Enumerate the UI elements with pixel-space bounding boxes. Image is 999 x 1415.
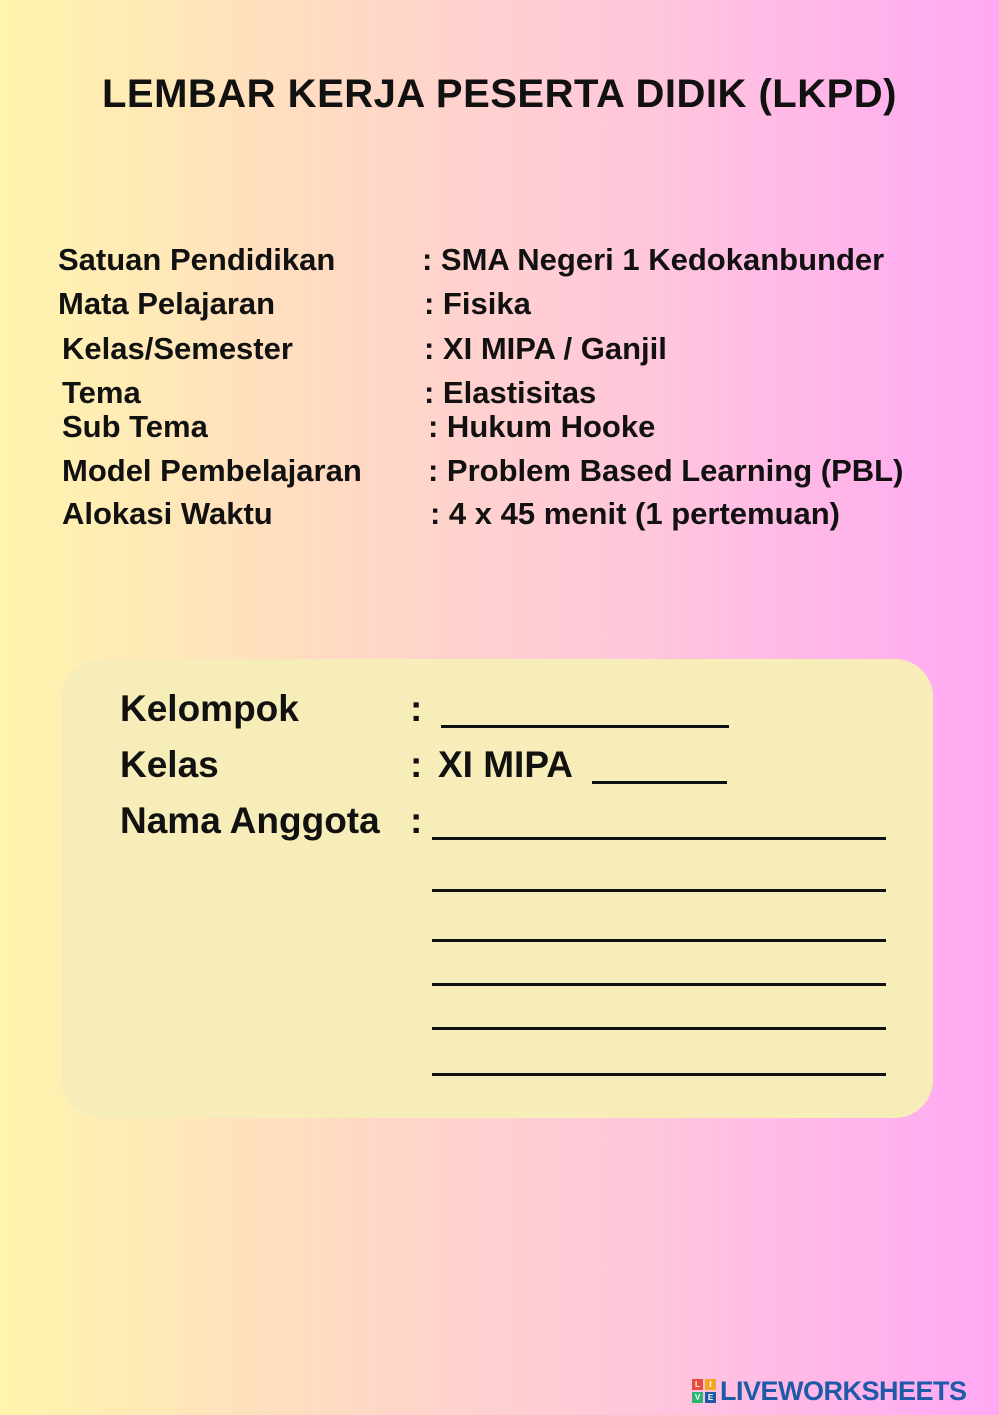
nama-anggota-label: Nama Anggota — [120, 800, 380, 841]
colon: : — [410, 744, 423, 785]
info-label: Mata Pelajaran — [58, 286, 276, 321]
nama-anggota-line-6[interactable] — [432, 1073, 886, 1076]
page-title: LEMBAR KERJA PESERTA DIDIK (LKPD) — [101, 72, 898, 116]
kelompok-label: Kelompok — [120, 688, 299, 729]
mark-letter: L — [692, 1379, 703, 1390]
colon: : — [410, 800, 423, 841]
info-value: : Elastisitas — [424, 375, 597, 410]
kelas-label: Kelas — [120, 744, 219, 785]
info-label: Alokasi Waktu — [62, 496, 273, 531]
nama-anggota-line-1[interactable] — [432, 837, 886, 840]
colon: : — [410, 688, 423, 729]
info-label: Model Pembelajaran — [62, 453, 362, 488]
info-value: : Problem Based Learning (PBL) — [428, 453, 904, 488]
kelas-prefix: XI MIPA — [438, 744, 573, 785]
info-label: Sub Tema — [62, 409, 208, 444]
mark-letter: V — [692, 1392, 703, 1403]
nama-anggota-line-4[interactable] — [432, 983, 886, 986]
liveworksheets-brand: LIVEWORKSHEETS — [720, 1375, 967, 1406]
liveworksheets-logo[interactable] — [692, 1376, 967, 1406]
info-value: : Hukum Hooke — [428, 409, 656, 444]
info-value: : 4 x 45 menit (1 pertemuan) — [430, 496, 841, 531]
info-label: Tema — [62, 375, 141, 410]
nama-anggota-line-5[interactable] — [432, 1027, 886, 1030]
nama-anggota-line-2[interactable] — [432, 889, 886, 892]
info-label: Kelas/Semester — [62, 331, 293, 366]
nama-anggota-line-3[interactable] — [432, 939, 886, 942]
kelas-input-line[interactable] — [592, 781, 727, 784]
mark-letter: E — [705, 1392, 716, 1403]
info-value: : Fisika — [424, 286, 531, 321]
mark-letter: I — [705, 1379, 716, 1390]
kelompok-input-line[interactable] — [441, 725, 729, 728]
liveworksheets-mark-icon — [692, 1379, 716, 1403]
info-value: : XI MIPA / Ganjil — [424, 331, 667, 366]
info-label: Satuan Pendidikan — [58, 242, 336, 277]
info-value: : SMA Negeri 1 Kedokanbunder — [422, 242, 885, 277]
